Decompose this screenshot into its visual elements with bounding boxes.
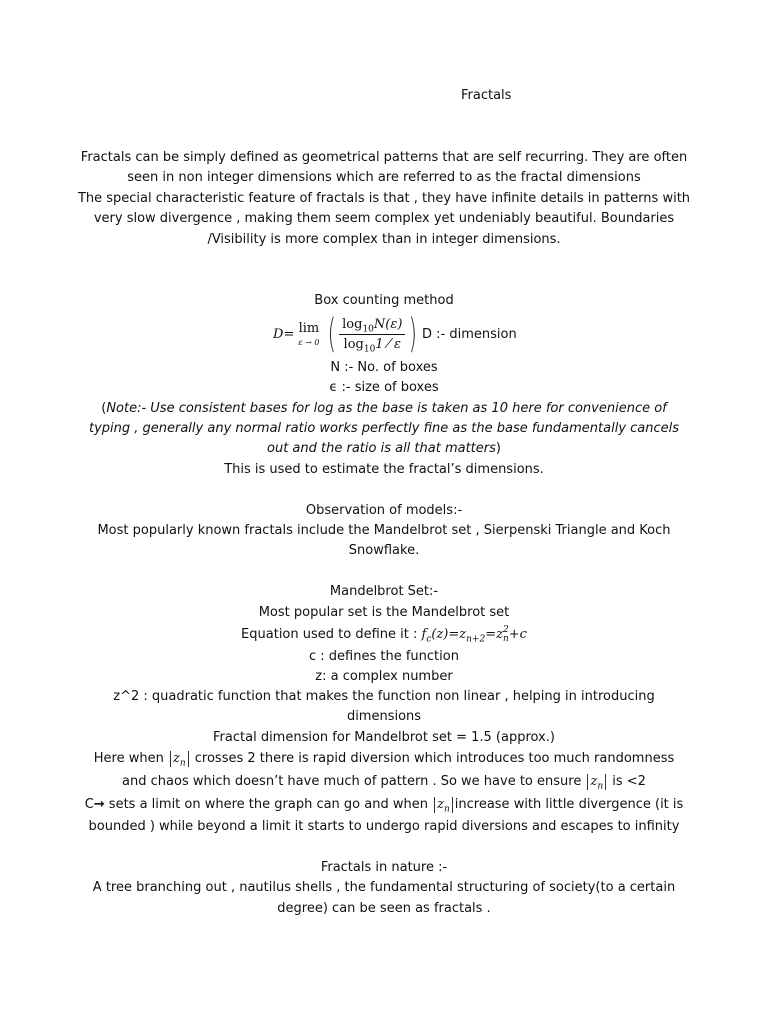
abs-z-2: z <box>590 774 598 789</box>
den-base: 10 <box>363 344 376 355</box>
den-log: log <box>343 336 364 352</box>
abs-n-2: n <box>597 781 604 792</box>
box-counting-formula <box>273 312 517 356</box>
rapid-diversion-line <box>0 749 768 769</box>
arrow-right-icon: → <box>93 797 105 812</box>
nature-heading: Fractals in nature :- <box>320 860 448 875</box>
equation-z2: z <box>496 627 503 642</box>
z2-line-1: z^2 : quadratic function that makes the function non linear , helping in introducing <box>113 689 655 704</box>
page-title: Fractals <box>461 88 512 103</box>
z-definition: z: a complex number <box>315 669 453 684</box>
c-limit-text-b: increase with little divergence (it is <box>454 797 684 812</box>
n-definition: N :- No. of boxes <box>330 360 438 375</box>
c-limit-line <box>0 795 768 815</box>
bounded-line: bounded ) while beyond a limit it starts to undergo rapid diversions and escapes to infinity <box>88 819 680 834</box>
observation-line-1: Most popularly known fractals include the Mandelbrot set , Sierpenski Triangle and Koch <box>97 523 671 538</box>
abs-zn-2 <box>587 774 606 790</box>
chaos-text-b: is <2 <box>608 774 646 789</box>
note-text-3: out and the ratio is all that matters <box>267 441 496 456</box>
formula-fraction <box>339 316 405 355</box>
left-paren-icon: ( <box>327 311 336 357</box>
right-paren-icon: ) <box>408 311 418 357</box>
note-line-1 <box>0 399 768 419</box>
nature-line-2: degree) can be seen as fractals . <box>277 901 491 916</box>
abs-zn-3 <box>434 797 453 813</box>
intro-line-3: The special characteristic feature of fractals is that , they have infinite details in patterns with <box>77 191 691 206</box>
abs-zn <box>170 751 189 767</box>
mandelbrot-dimension: Fractal dimension for Mandelbrot set = 1.5 (approx.) <box>213 730 555 745</box>
equation-z1-sub: n+2 <box>466 634 486 645</box>
formula-limit <box>298 321 319 347</box>
mandelbrot-popular: Most popular set is the Mandelbrot set <box>258 605 510 620</box>
abs-n: n <box>179 758 186 769</box>
equation-f: f <box>421 627 427 642</box>
nature-line-1: A tree branching out , nautilus shells , the fundamental structuring of society(to a certain <box>92 880 676 895</box>
abs-z: z <box>172 751 180 766</box>
num-arg: N(ε) <box>373 316 403 332</box>
intro-line-2: seen in non integer dimensions which are referred to as the fractal dimensions <box>127 170 641 185</box>
den-arg: 1 ⁄ ε <box>375 336 401 352</box>
chaos-text-a: and chaos which doesn’t have much of pattern . So we have to ensure <box>122 774 586 789</box>
mandelbrot-equation <box>0 625 768 645</box>
box-counting-heading: Box counting method <box>314 293 454 308</box>
intro-line-1: Fractals can be simply defined as geometrical patterns that are self recurring. They are often <box>80 150 688 165</box>
mandelbrot-heading: Mandelbrot Set:- <box>329 584 439 599</box>
z2-line-2: dimensions <box>346 709 422 724</box>
equation-arg: (z) <box>431 627 449 642</box>
equation-z2-sup: 2 <box>503 624 509 635</box>
formula-parenthesis <box>324 311 421 357</box>
equation-z1: z <box>459 627 467 642</box>
note-line-3 <box>0 439 768 459</box>
formula-lhs: D <box>273 326 284 342</box>
intro-line-5: /Visibility is more complex than in integer dimensions. <box>207 232 561 247</box>
formula-numerator <box>339 317 405 335</box>
abs-z-3: z <box>437 797 444 812</box>
formula-lim-text: lim <box>298 321 320 336</box>
epsilon-definition: ϵ :- size of boxes <box>329 380 439 395</box>
intro-line-4: very slow divergence , making them seem complex yet undeniably beautiful. Boundaries <box>93 211 675 226</box>
c-definition: c : defines the function <box>309 649 459 664</box>
chaos-line <box>0 772 768 792</box>
equation-f-sub: c <box>426 634 432 645</box>
note-text-1: Note:- Use consistent bases for log as the base is taken as 10 here for convenience of <box>106 401 667 416</box>
observation-heading: Observation of models:- <box>305 503 463 518</box>
c-letter: C <box>84 797 94 812</box>
equation-plus: + <box>508 627 520 642</box>
note-close-paren: ) <box>495 441 501 456</box>
formula-equals: = <box>283 326 295 342</box>
num-log: log <box>342 316 363 332</box>
equation-prefix: Equation used to define it : <box>241 627 422 642</box>
c-limit-text-a: sets a limit on where the graph can go and when <box>104 797 433 812</box>
abs-n-3: n <box>443 804 450 815</box>
formula-label: D :- dimension <box>422 326 517 342</box>
equation-equals-2: = <box>485 627 497 642</box>
usage-line: This is used to estimate the fractal’s dimensions. <box>224 462 544 477</box>
num-base: 10 <box>362 324 374 335</box>
note-open-paren: ( <box>101 401 107 416</box>
note-line-2: typing , generally any normal ratio works perfectly fine as the base fundamentally cancels <box>88 421 680 436</box>
here-text-b: crosses 2 there is rapid diversion which introduces too much randomness <box>190 751 675 766</box>
observation-line-2: Snowflake. <box>348 543 420 558</box>
formula-lim-subscript: ε → 0 <box>298 338 320 347</box>
equation-z2-sub: n <box>502 633 509 644</box>
formula-denominator <box>341 335 404 355</box>
equation-equals-1: = <box>448 627 460 642</box>
equation-c: c <box>519 627 527 642</box>
here-text-a: Here when <box>93 751 168 766</box>
